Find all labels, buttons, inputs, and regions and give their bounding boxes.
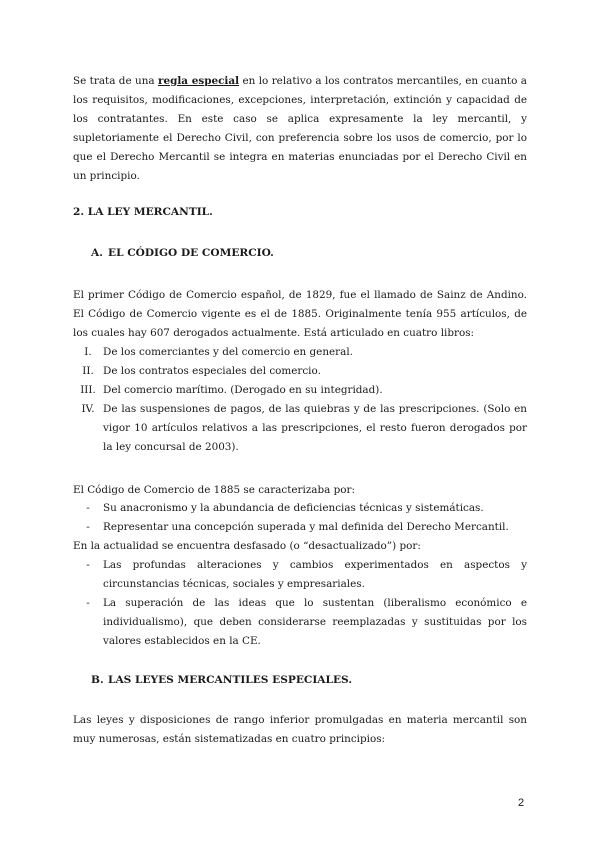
subsection-b-heading <box>91 674 352 686</box>
intro-before: Se trata de una <box>73 75 158 87</box>
book-item <box>73 362 527 381</box>
subsection-a-heading <box>91 247 274 259</box>
list-item-text: Las profundas alteraciones y cambios experimentados en aspectos y circunstancias técnicas, sociales y empresariales. <box>103 559 527 590</box>
dash-bullet: - <box>86 521 90 533</box>
book-item <box>73 343 527 362</box>
dash-bullet: - <box>86 502 90 514</box>
book-text: De las suspensiones de pagos, de las quiebras y de las prescripciones. (Solo en vigor 10 artículos relativos a las prescripciones, el resto fueron derogados por la ley concursal de 2003). <box>103 403 527 453</box>
list-item-text: La superación de las ideas que lo sustentan (liberalismo económico e individualismo), que deben considerarse reemplazadas y sustituidas por los valores establecidos en la CE. <box>103 597 527 647</box>
subsection-a-label: A. <box>91 247 103 259</box>
desfase-list <box>73 556 527 651</box>
characteristics-intro: El Código de Comercio de 1885 se caracterizaba por: <box>73 484 356 496</box>
subsection-b-title: LAS LEYES MERCANTILES ESPECIALES. <box>108 674 353 686</box>
characteristics-list <box>73 499 527 537</box>
list-item-text: Representar una concepción superada y mal definida del Derecho Mercantil. <box>103 521 509 533</box>
page-number: 2 <box>518 797 525 809</box>
book-text: De los contratos especiales del comercio. <box>103 365 321 377</box>
books-list <box>73 343 527 457</box>
book-number: IV. <box>81 403 95 415</box>
list-item-text: Su anacronismo y la abundancia de deficiencias técnicas y sistemáticas. <box>103 502 484 514</box>
list-item <box>73 594 527 651</box>
intro-emphasis: regla especial <box>158 75 240 87</box>
subsection-a-title: EL CÓDIGO DE COMERCIO. <box>108 247 274 259</box>
book-number: I. <box>84 346 92 358</box>
book-text: Del comercio marítimo. (Derogado en su integridad). <box>103 384 383 396</box>
list-item <box>73 499 527 518</box>
book-text: De los comerciantes y del comercio en general. <box>103 346 353 358</box>
leyes-paragraph: Las leyes y disposiciones de rango inferior promulgadas en materia mercantil son muy numerosas, están sistematizadas en cuatro principios: <box>73 714 527 745</box>
subsection-b-label: B. <box>91 674 104 686</box>
desfase-intro: En la actualidad se encuentra desfasado (o “desactualizado”) por: <box>73 540 421 552</box>
book-item <box>73 400 527 457</box>
book-number: II. <box>82 365 94 377</box>
book-number: III. <box>80 384 96 396</box>
intro-paragraph <box>73 72 527 186</box>
intro-after: en lo relativo a los contratos mercantiles, en cuanto a los requisitos, modificaciones, excepciones, interpretación, extinción y capacidad de los contratantes. En este caso se aplica expresamente la ley mercantil, y supletoriamente el Derecho Civil, con preferencia sobre los usos de comercio, por lo que el Derecho Mercantil se integra en materias enunciadas por el Derecho Civil en un principio. <box>73 75 527 182</box>
book-item <box>73 381 527 400</box>
list-item <box>73 556 527 594</box>
dash-bullet: - <box>86 559 90 571</box>
codigo-paragraph: El primer Código de Comercio español, de 1829, fue el llamado de Sainz de Andino. El Código de Comercio vigente es el de 1885. Originalmente tenía 955 artículos, de los cuales hay 607 derogados actualmente. Está articulado en cuatro libros: <box>73 289 527 339</box>
dash-bullet: - <box>86 597 90 609</box>
section-heading: 2. LA LEY MERCANTIL. <box>73 206 213 218</box>
list-item <box>73 518 527 537</box>
